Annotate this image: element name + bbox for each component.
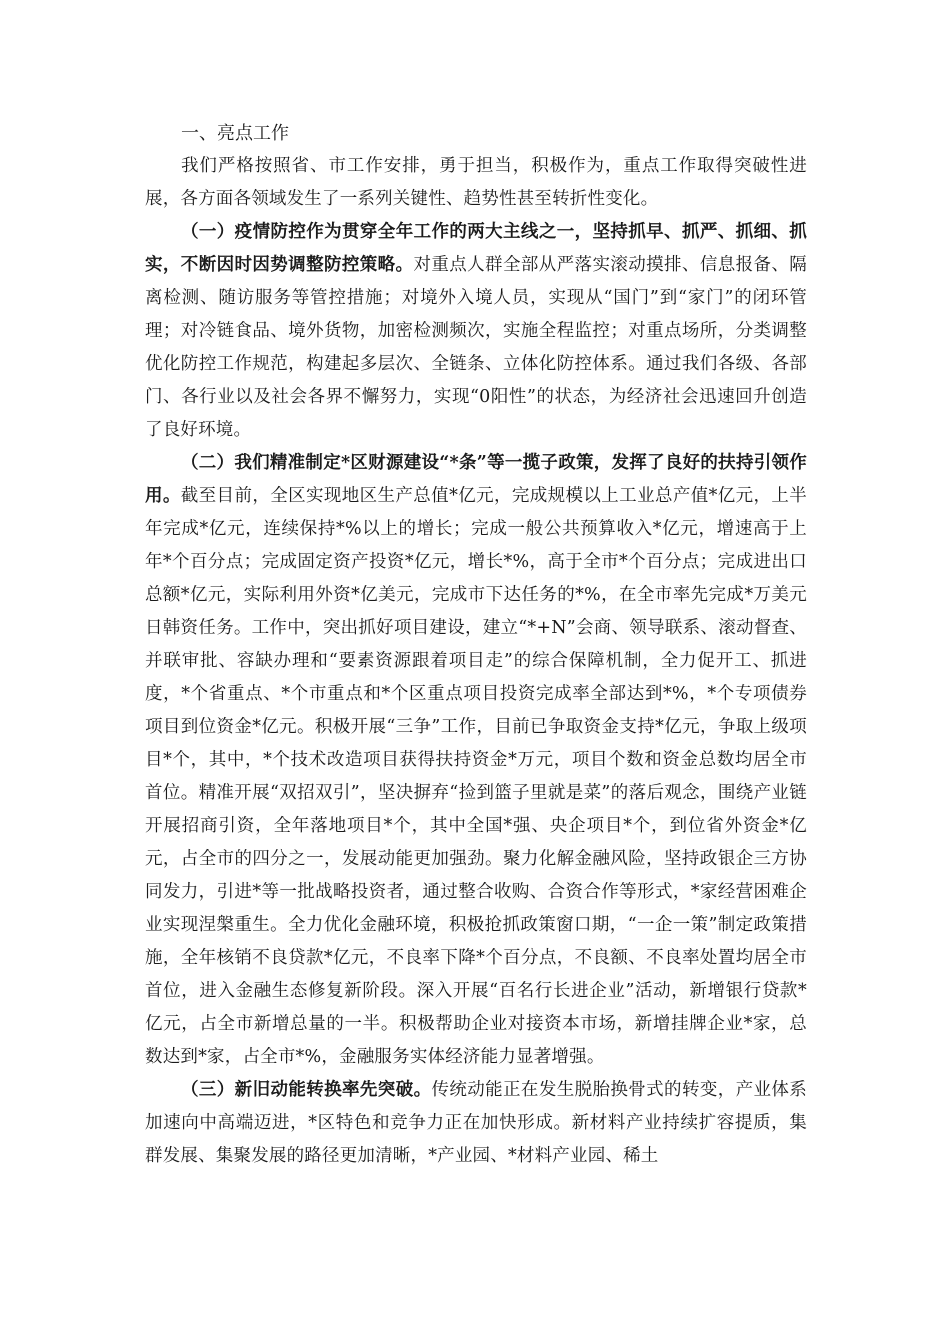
intro-paragraph: 我们严格按照省、市工作安排，勇于担当，积极作为，重点工作取得突破性进展，各方面各领域发生了一系列关键性、趋势性甚至转折性变化。: [145, 156, 807, 209]
paragraph-epidemic-control: [145, 216, 807, 447]
paragraph-financial-policy: [145, 447, 807, 1074]
paragraph-new-drivers: [145, 1074, 807, 1173]
section-heading: 一、亮点工作: [181, 123, 289, 144]
paragraph-body: 截至目前，全区实现地区生产总值*亿元，完成规模以上工业总产值*亿元，上半年完成*亿元，连续保持*%以上的增长；完成一般公共预算收入*亿元，增速高于上年*个百分点；完成固定资产投资*亿元，增长*%，高于全市*个百分点；完成进出口总额*亿元，实际利用外资*亿美元，完成市下达任务的*%，在全市率先完成*万美元日韩资任务。工作中，突出抓好项目建设，建立“*+N”会商、领导联系、滚动督查、并联审批、容缺办理和“要素资源跟着项目走”的综合保障机制，全力促开工、抓进度，*个省重点、*个市重点和*个区重点项目投资完成率全部达到*%，*个专项债券项目到位资金*亿元。积极开展“三争”工作，目前已争取资金支持*亿元，争取上级项目*个，其中，*个技术改造项目获得扶持资金*万元，项目个数和资金总数均居全市首位。精准开展“双招双引”，坚决摒弃“捡到篮子里就是菜”的落后观念，围绕产业链开展招商引资，全年落地项目*个，其中全国*强、央企项目*个，到位省外资金*亿元，占全市的四分之一，发展动能更加强劲。聚力化解金融风险，坚持政银企三方协同发力，引进*等一批战略投资者，通过整合收购、合资合作等形式，*家经营困难企业实现涅槃重生。全力优化金融环境，积极抢抓政策窗口期，“一企一策”制定政策措施，全年核销不良贷款*亿元，不良率下降*个百分点，不良额、不良率处置均居全市首位，进入金融生态修复新阶段。深入开展“百名行长进企业”活动，新增银行贷款*亿元，占全市新增总量的一半。积极帮助企业对接资本市场，新增挂牌企业*家，总数达到*家，占全市*%，金融服务实体经济能力显著增强。: [145, 486, 807, 1067]
paragraph-body: 传统动能正在发生脱胎换骨式的转变，产业体系加速向中高端迈进，*区特色和竞争力正在加快形成。新材料产业持续扩容提质，集群发展、集聚发展的路径更加清晰，*产业园、*材料产业园、稀土: [145, 1080, 807, 1166]
document-page: [145, 118, 807, 1173]
paragraph-lead: （三）新旧动能转换率先突破。: [181, 1080, 432, 1100]
paragraph-lead: （二）我们精准制定*区财源建设“*条”等一揽子政策，发挥了良好的扶持引领作用。: [145, 453, 807, 506]
paragraph-lead: （一）疫情防控作为贯穿全年工作的两大主线之一，坚持抓早、抓严、抓细、抓实，不断因时因势调整防控策略。: [145, 222, 807, 275]
paragraph-body: 对重点人群全部从严落实滚动摸排、信息报备、隔离检测、随访服务等管控措施；对境外入境人员，实现从“国门”到“家门”的闭环管理；对冷链食品、境外货物，加密检测频次，实施全程监控；对重点场所，分类调整优化防控工作规范，构建起多层次、全链条、立体化防控体系。通过我们各级、各部门、各行业以及社会各界不懈努力，实现“0阳性”的状态，为经济社会迅速回升创造了良好环境。: [145, 255, 808, 440]
